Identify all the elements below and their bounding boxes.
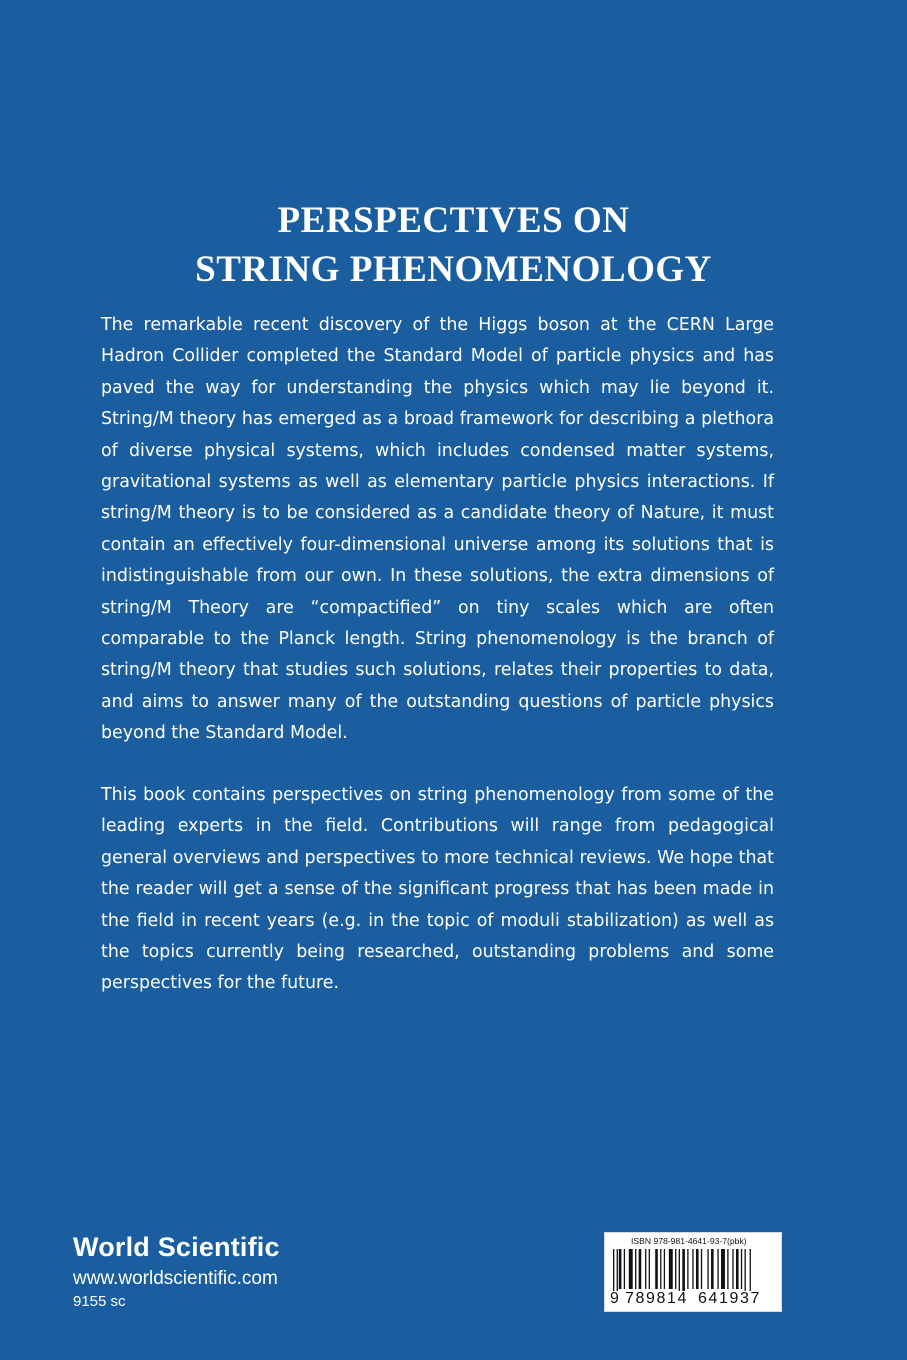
barcode-bar bbox=[660, 1249, 661, 1289]
barcode-bar bbox=[692, 1249, 693, 1289]
barcode-bar bbox=[682, 1249, 685, 1291]
publisher-code: 9155 sc bbox=[73, 1293, 126, 1310]
barcode-bars bbox=[611, 1249, 775, 1291]
barcode-digits-group-1: 789814 bbox=[625, 1290, 688, 1307]
barcode-bar bbox=[727, 1249, 728, 1289]
barcode-bar bbox=[679, 1249, 680, 1291]
barcode-bar bbox=[649, 1249, 650, 1289]
book-title-line-1: PERSPECTIVES ON bbox=[277, 200, 630, 241]
publisher-name: World Scientific bbox=[73, 1232, 280, 1262]
barcode-bar bbox=[655, 1249, 658, 1289]
barcode-bar bbox=[639, 1249, 642, 1289]
barcode-digits-group-2: 641937 bbox=[698, 1290, 761, 1307]
barcode-bar bbox=[675, 1249, 676, 1289]
barcode-bar bbox=[732, 1249, 733, 1289]
barcode-bar bbox=[635, 1249, 636, 1289]
barcode-digit-lead: 9 bbox=[610, 1290, 619, 1307]
book-title bbox=[0, 196, 907, 294]
barcode-bar bbox=[701, 1249, 702, 1289]
barcode-bar bbox=[664, 1249, 665, 1289]
barcode-bar bbox=[721, 1249, 725, 1289]
blurb-paragraph-2: This book contains perspectives on string phenomenology from some of the leading experts in the field. Contributions will range from pedagogical general overviews and perspectives to more technical reviews. We hope that the reader will get a sense of the significant progress that has been made in the field in recent years (e.g. in the topic of moduli stabilization) as well as the topics currently being researched, outstanding problems and some perspectives for the future. bbox=[101, 785, 774, 994]
barcode-bar bbox=[613, 1249, 614, 1291]
book-title-line-2: STRING PHENOMENOLOGY bbox=[195, 249, 712, 290]
blurb-paragraph-1: The remarkable recent discovery of the Higgs boson at the CERN Large Hadron Collider completed the Standard Model of particle physics and has paved the way for understanding the physics which may lie beyond it. String/M theory has emerged as a broad framework for describing a plethora of diverse physical systems, which includes condensed matter systems, gravitational systems as well as elementary particle physics interactions. If string/M theory is to be considered as a candidate theory of Nature, it must contain an effectively four-dimensional universe among its solutions that is indistinguishable from our own. In these solutions, the extra dimensions of string/M Theory are “compactified” on tiny scales which are often comparable to the Planck length. String phenomenology is the branch of string/M theory that studies such solutions, relates their properties to data, and aims to answer many of the outstanding questions of particle physics beyond the Standard Model. bbox=[101, 315, 774, 744]
barcode-bar bbox=[750, 1249, 751, 1291]
isbn-barcode bbox=[604, 1232, 782, 1312]
barcode-bar bbox=[736, 1249, 739, 1289]
barcode-bar bbox=[745, 1249, 746, 1291]
publisher-url: www.worldscientific.com bbox=[73, 1268, 278, 1289]
barcode-bar bbox=[741, 1249, 742, 1289]
barcode-bar bbox=[619, 1249, 622, 1289]
barcode-bar bbox=[717, 1249, 718, 1289]
barcode-bar bbox=[617, 1249, 618, 1291]
barcode-bar bbox=[696, 1249, 699, 1289]
barcode-bar bbox=[645, 1249, 646, 1289]
publisher-block bbox=[73, 1230, 280, 1312]
barcode-bar bbox=[624, 1249, 625, 1289]
barcode-bar bbox=[711, 1249, 714, 1289]
barcode-bar bbox=[707, 1249, 708, 1289]
barcode-bar bbox=[669, 1249, 673, 1289]
barcode-bar bbox=[687, 1249, 688, 1289]
isbn-label: ISBN 978-981-4641-93-7(pbk) bbox=[631, 1236, 747, 1246]
barcode-bar bbox=[629, 1249, 633, 1289]
